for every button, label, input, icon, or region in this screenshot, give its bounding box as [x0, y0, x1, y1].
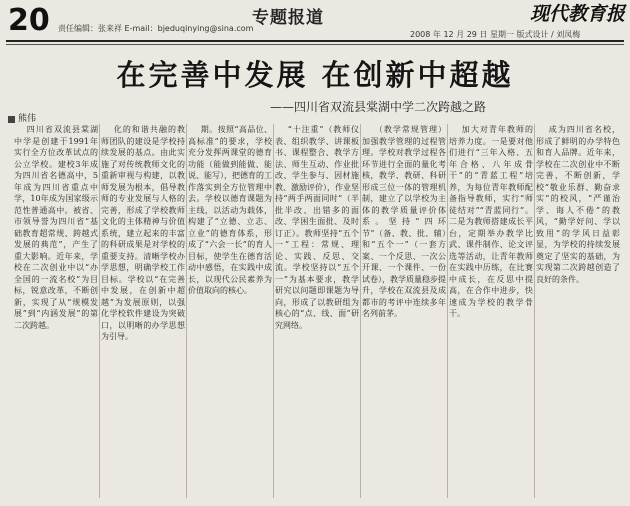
editor-info: 责任编辑：张来祥 E-mail：bjeduqinying@sina.com [58, 24, 254, 33]
article-author: 熊伟 [18, 114, 37, 124]
column-text: 加大对青年教师的培养力度。一是要对他们进行“三年入格、五年合格、八年成骨干”的“青蓝工程”培养，为每位青年教师配备指导教师，实行“师徒结对”“青蓝同行”。二是为教师搭建成长平台，定期举办教学比武、课件制作、论文评选等活动，让青年教师在实践中历练，在比赛中成长，在反思中提高，在合作中进步，快速成为学校的教学骨干。 [449, 125, 533, 318]
column-text: 成为四川省名校，形成了鲜明的办学特色和育人品牌。近年来，学校在二次创业中不断完善，不断创新，学校“敬业乐群、勤奋求实”的校风，“严谨治学、诲人不倦”的教风，“勤学好问、学以致用”的学风日益彰显，为学校的持续发展奠定了坚实的基础，为实现第二次跨越创造了良好的条件。 [536, 125, 620, 284]
section-title: 专题报道 [252, 8, 324, 28]
column-divider [99, 124, 100, 498]
column-divider [360, 124, 361, 498]
author-square-icon [8, 116, 15, 123]
article-column-7 [536, 124, 620, 500]
article-column-5 [362, 124, 446, 500]
column-divider [534, 124, 535, 498]
column-text: 化的和谐共融的教师团队的建设是学校持续发展的基点。由此实施了对传统教师文化的重新审视与构建，以教师发展为根本，倡导教师的专业发展与人格的完善，形成了学校教师文化的主体精神与价值系统，建立起来的丰富的科研成果是对学校的重要支持。清晰学校办学思想，明确学校工作目标。学校以“在完善中发展，在创新中超越”为发展原则，以强化学校软件建设为突破口，以明晰的办学思想为引导。 [101, 125, 185, 341]
page-number: 20 [8, 3, 50, 38]
article-column-3 [188, 124, 272, 500]
article-column-4 [275, 124, 359, 500]
article-column-1 [14, 124, 98, 500]
column-divider [273, 124, 274, 498]
newspaper-masthead: 现代教育报 [530, 3, 626, 25]
column-text: （教学常规管理）加强教学管理的过程管理。学校对教学过程各环节进行全面的量化考核，教学、教研、科研形成三位一体的管理机制，建立了以学校为主体的教学质量评价体系。坚持“四环节”（备、教、批、辅）和“五个一”（一套方案、一个反思、一次公开课、一个课件、一份试卷），教学质量稳步提升，学校在双流县及成都市的考评中连续多年名列前茅。 [362, 125, 446, 318]
article-subheadline: ——四川省双流县棠湖中学二次跨越之路 [270, 100, 487, 114]
article-headline: 在完善中发展 在创新中超越 [116, 58, 514, 92]
header-rule [6, 40, 624, 42]
header-rule-thin [6, 44, 624, 45]
column-text: 期。按照“高品位、高标准”的要求，学校充分发挥两课堂的德育功能（能做到能做、能说、能写），把德育的工作落实到全方位管理中去。学校以德育课题为主线，以活动为载体，构建了“立德、立志、立业”的德育体系，形成了“六会一长”的育人目标，使学生在德育活动中感悟，在实践中成长，以现代公民素养为价值取向的核心。 [188, 125, 272, 295]
column-divider [186, 124, 187, 498]
column-text: 四川省双流县棠湖中学是创建于1991年实行全方位改革试点的公立学校。建校3年成为四川省名德高中，5年成为四川省重点中学，10年成为国家级示范性普通高中。被省、市领导誉为四川省“基础教育超常规、跨越式发展的典范”，产生了重大影响。近年来，学校在二次创业中以“办全国的一流名校”为目标，锐意改革，不断创新，实现了从“规模发展”到“内涵发展”的第二次跨越。 [14, 125, 98, 330]
date-line: 2008 年 12 月 29 日 星期一 版式设计 / 刘凤梅 [410, 30, 581, 39]
article-column-6 [449, 124, 533, 500]
column-text: “十注重”（教师仪表、组织教学、讲课板书、课程整合、教学方法、师生互动、作业批改、学生参与、因材施教、激励评价），作业坚持“两手两面同时”（半批半改、出错多的面改、学困生面批、及时订正）。教师坚持“五个一”工程：常规、理论、实践、反思、交流。学校坚持以“五个一”为基本要求，教学研究以问题即课题为导向，形成了以教研组为核心的“点、线、面”研究网络。 [275, 125, 359, 330]
article-column-2 [101, 124, 185, 500]
column-divider [447, 124, 448, 498]
